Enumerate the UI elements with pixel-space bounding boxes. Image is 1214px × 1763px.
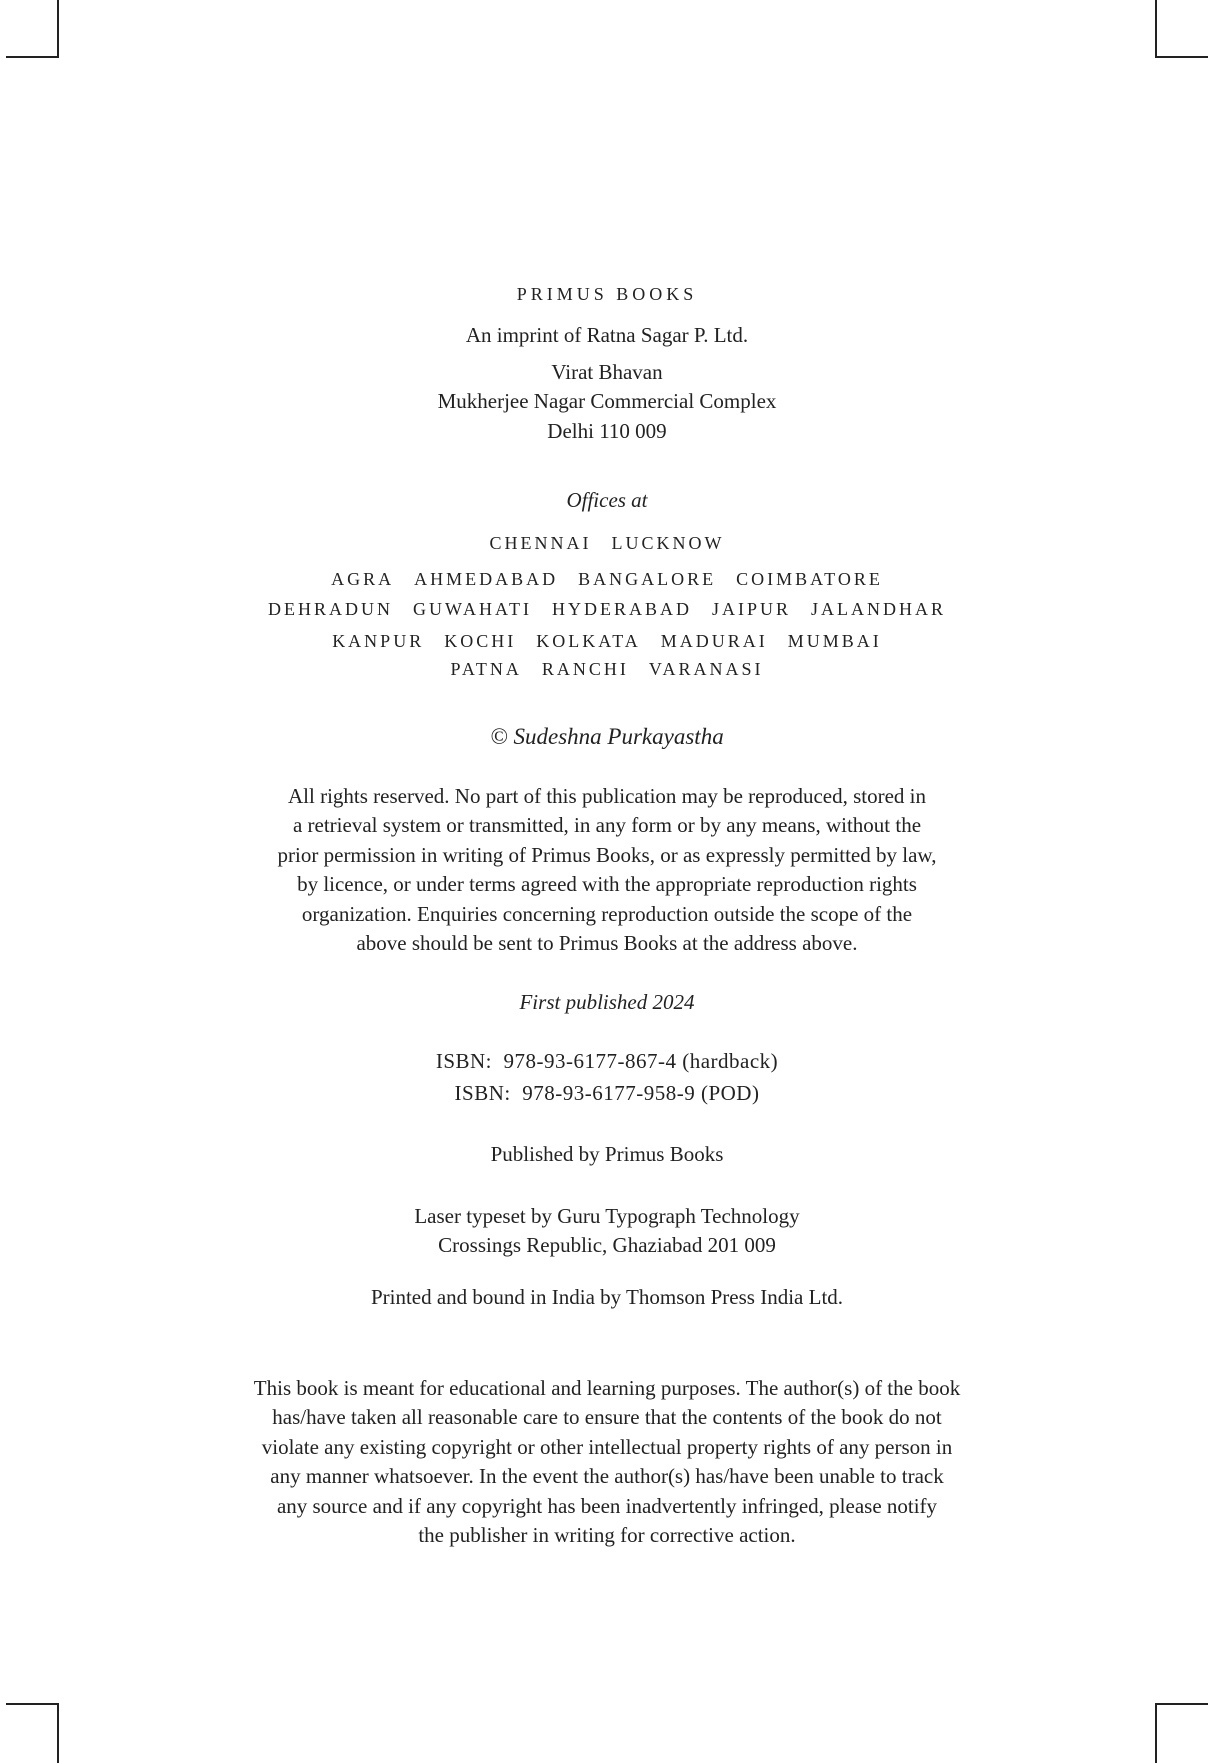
disclaimer-line: any manner whatsoever. In the event the author(s) has/have been unable to track (270, 1464, 944, 1489)
crop-mark-top-left-h (6, 56, 59, 58)
crop-mark-top-right-v (1155, 0, 1157, 57)
disclaimer-line: This book is meant for educational and learning purposes. The author(s) of the book (253, 1376, 961, 1400)
office-city: GUWAHATI (412, 599, 532, 619)
office-city: COIMBATORE (736, 569, 883, 589)
offices-row (0, 565, 1214, 594)
offices-row (0, 595, 1214, 624)
office-city: KOCHI (444, 631, 517, 651)
published-by: Published by Primus Books (490, 1142, 724, 1166)
office-city: MADURAI (660, 631, 768, 651)
publisher-name: PRIMUS BOOKS (516, 284, 698, 304)
disclaimer-paragraph (0, 1374, 1214, 1550)
printed-by: Printed and bound in India by Thomson Press India Ltd. (370, 1285, 844, 1309)
offices-row (0, 529, 1214, 558)
office-city: RANCHI (541, 659, 629, 679)
rights-line: a retrieval system or transmitted, in any form or by any means, without the (292, 813, 922, 838)
rights-line: by licence, or under terms agreed with the appropriate reproduction rights (297, 872, 917, 897)
crop-mark-bottom-left-v (57, 1703, 59, 1763)
office-city: AHMEDABAD (414, 569, 559, 589)
rights-line: All rights reserved. No part of this publication may be reproduced, stored in (288, 784, 926, 808)
offices-heading: Offices at (566, 488, 648, 512)
office-city: KANPUR (332, 631, 425, 651)
typeset-by: Laser typeset by Guru Typograph Technology (414, 1204, 800, 1228)
imprint: An imprint of Ratna Sagar P. Ltd. (465, 323, 749, 347)
disclaimer-line: any source and if any copyright has been inadvertently infringed, please notify (276, 1493, 938, 1518)
office-city: HYDERABAD (551, 599, 692, 619)
crop-mark-bottom-right-h (1155, 1703, 1208, 1705)
rights-paragraph (0, 782, 1214, 958)
office-city: JAIPUR (711, 599, 791, 619)
offices-row (0, 627, 1214, 656)
office-city: DEHRADUN (267, 599, 393, 619)
isbn-pod: ISBN: 978-93-6177-958-9 (POD) (454, 1081, 760, 1105)
address-line: Mukherjee Nagar Commercial Complex (437, 389, 777, 413)
office-city: LUCKNOW (611, 533, 725, 553)
offices-row (0, 655, 1214, 684)
office-city: JALANDHAR (811, 599, 946, 619)
office-city: PATNA (450, 659, 522, 679)
office-city: AGRA (331, 569, 395, 589)
disclaimer-line: the publisher in writing for corrective action. (418, 1523, 796, 1548)
office-city: CHENNAI (489, 533, 592, 553)
first-published: First published 2024 (519, 990, 695, 1014)
typeset-address: Crossings Republic, Ghaziabad 201 009 (438, 1233, 776, 1257)
office-city: MUMBAI (787, 631, 882, 651)
address-line: Delhi 110 009 (547, 419, 667, 443)
isbn-hardback: ISBN: 978-93-6177-867-4 (hardback) (435, 1049, 779, 1073)
disclaimer-line: violate any existing copyright or other intellectual property rights of any person in (261, 1434, 953, 1459)
crop-mark-top-right-h (1155, 56, 1208, 58)
address-line: Virat Bhavan (551, 360, 663, 384)
office-city: BANGALORE (578, 569, 717, 589)
rights-line: organization. Enquiries concerning reproduction outside the scope of the (301, 901, 913, 926)
disclaimer-line: has/have taken all reasonable care to ensure that the contents of the book do not (272, 1405, 942, 1430)
office-city: KOLKATA (536, 631, 641, 651)
rights-line: prior permission in writing of Primus Books, or as expressly permitted by law, (277, 842, 937, 867)
rights-line: above should be sent to Primus Books at the address above. (356, 931, 858, 956)
crop-mark-bottom-left-h (6, 1703, 59, 1705)
copyright-notice: © Sudeshna Purkayastha (490, 724, 724, 749)
office-city: VARANASI (648, 659, 764, 679)
crop-mark-top-left-v (57, 0, 59, 57)
crop-mark-bottom-right-v (1155, 1703, 1157, 1763)
